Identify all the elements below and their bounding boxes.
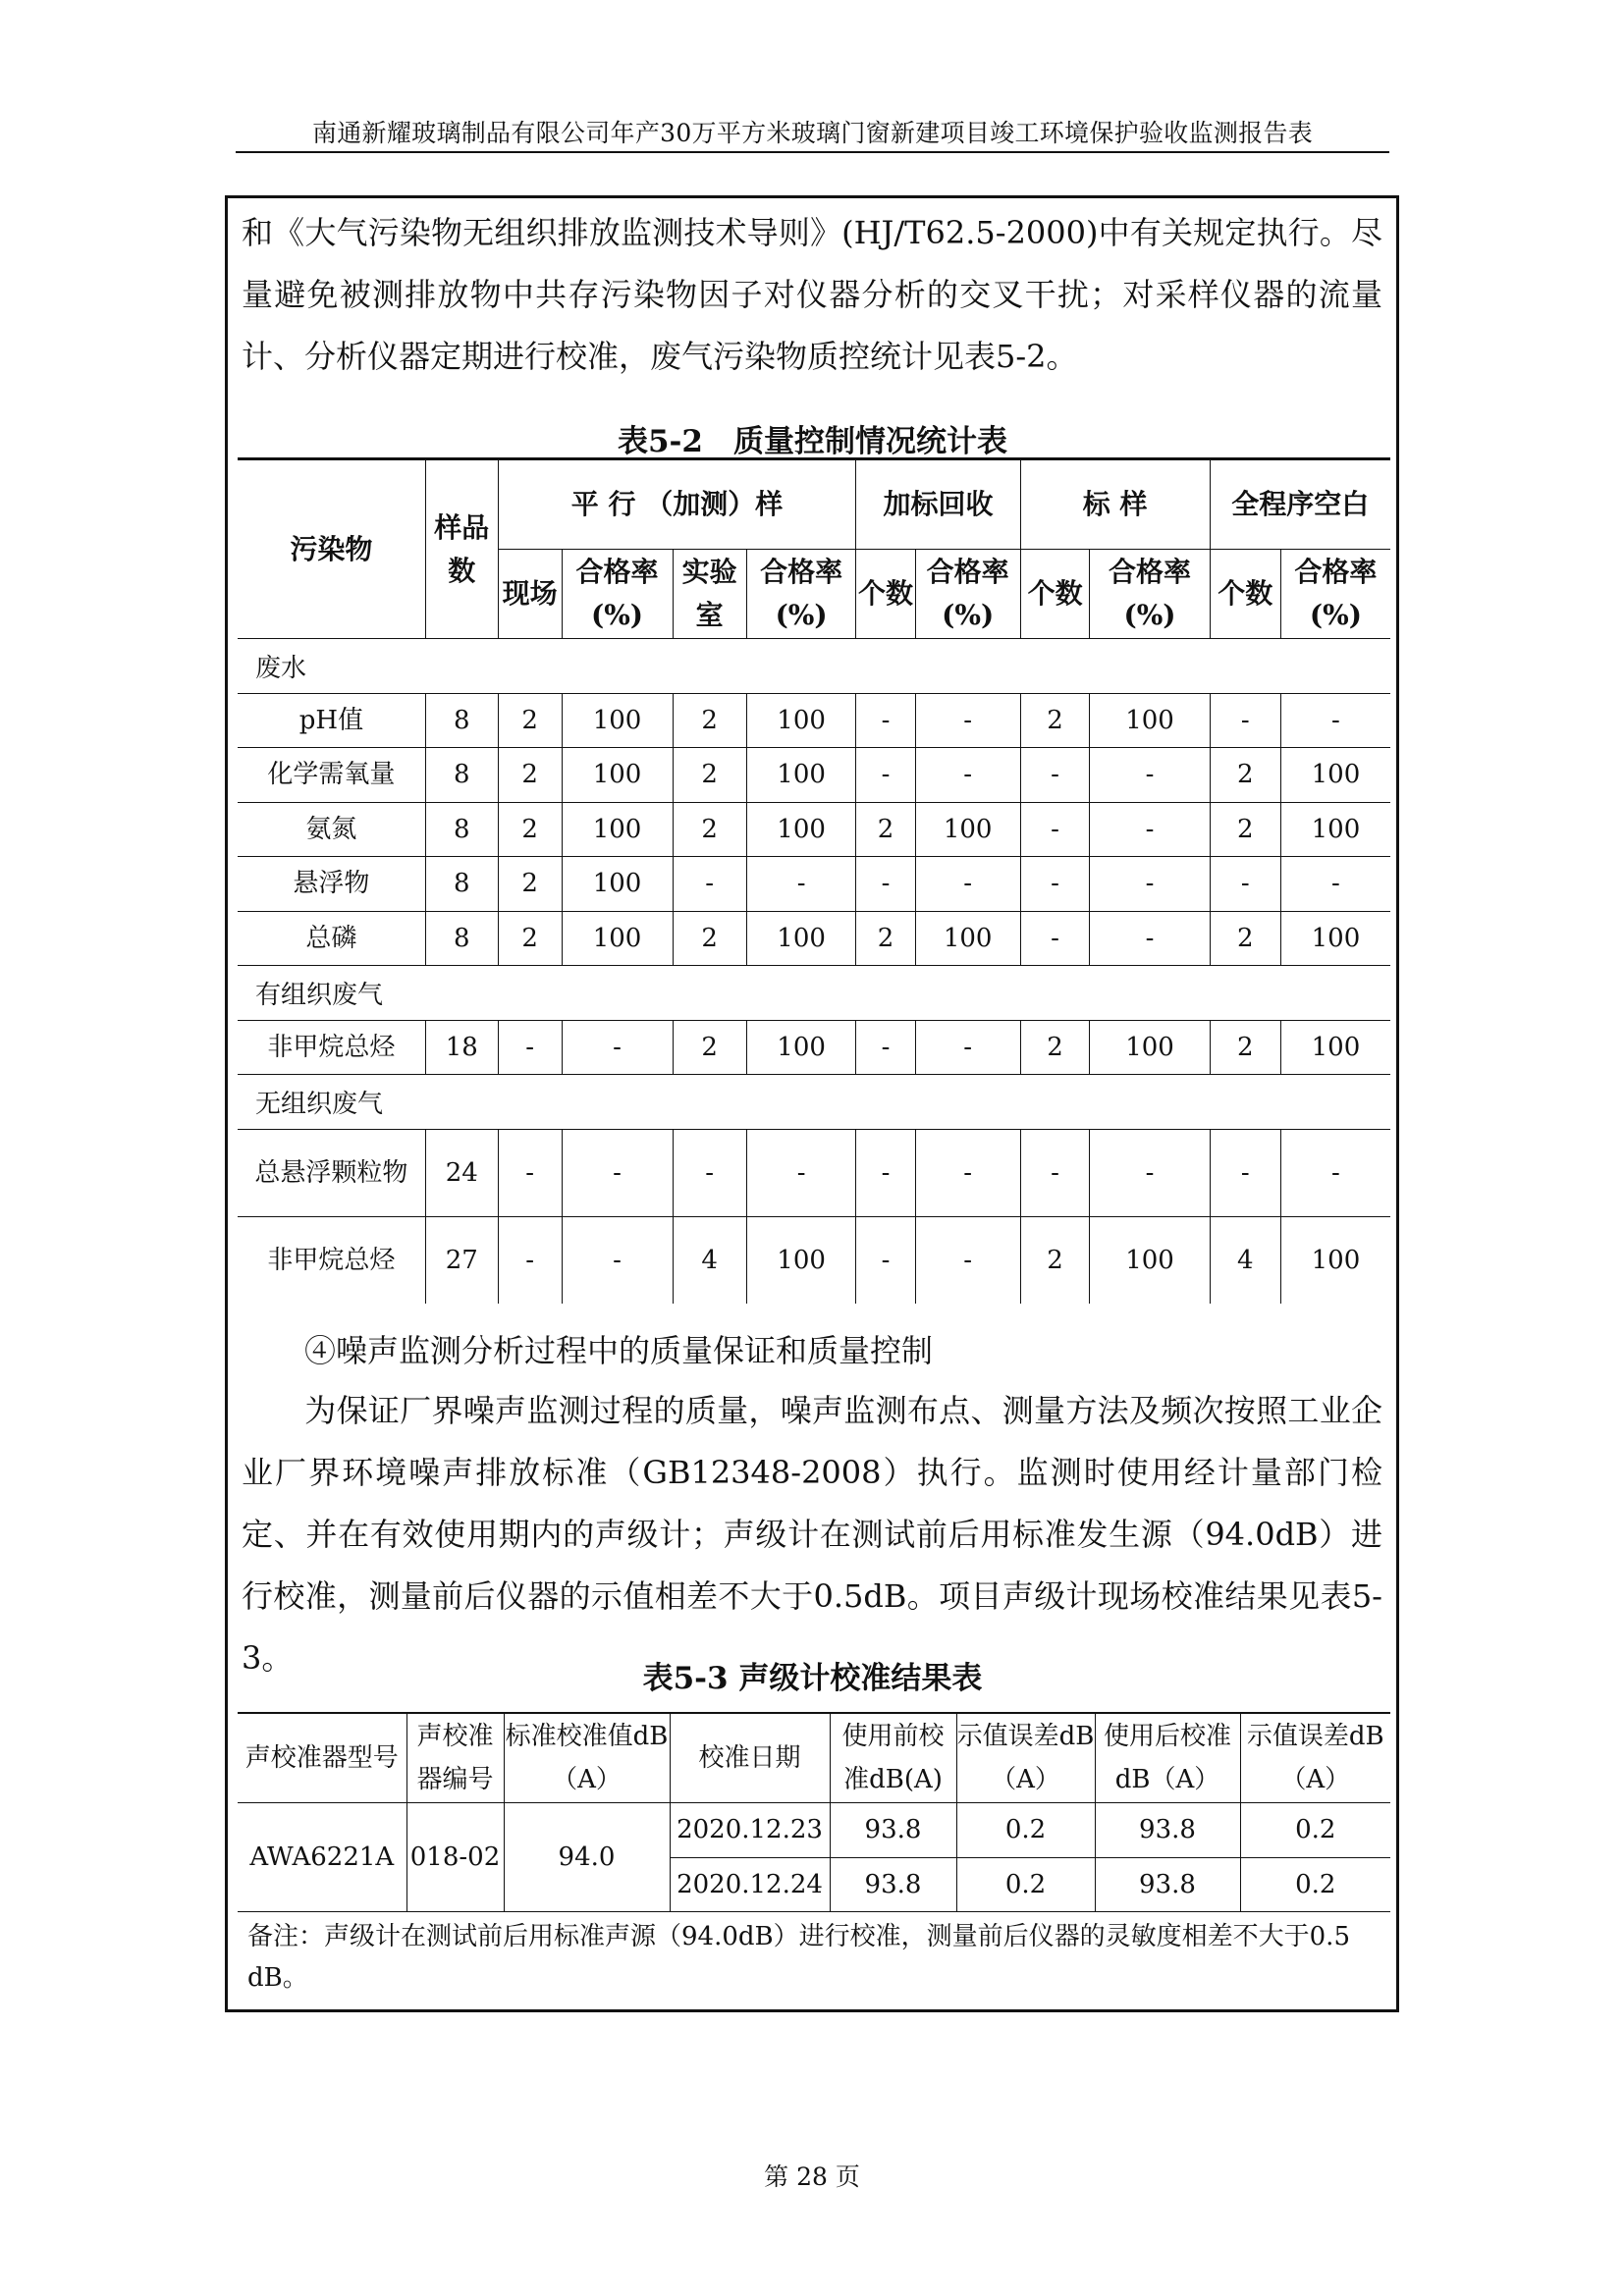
table-cell: 100 [915,802,1020,857]
table-cell: - [1090,1129,1210,1216]
calibration-date: 2020.12.24 [670,1857,830,1912]
table-cell: 2 [498,911,562,966]
table-cell: 8 [425,693,498,748]
table-cell: 2 [673,911,746,966]
table-cell: 4 [1210,1216,1280,1304]
header-calibration-date: 校准日期 [670,1713,830,1803]
calibrator-serial: 018-02 [406,1803,504,1912]
pollutant-name: 非甲烷总烃 [238,1020,425,1075]
table-cell: - [1280,857,1390,912]
table-cell: - [1090,802,1210,857]
table-cell: - [856,748,915,803]
pollutant-name: 非甲烷总烃 [238,1216,425,1304]
table-cell: - [1210,1129,1280,1216]
table-cell: 100 [1280,1020,1390,1075]
pollutant-name: pH值 [238,693,425,748]
table-cell: - [498,1216,562,1304]
header-error-after: 示值误差dB（A） [1240,1713,1390,1803]
error-before-value: 0.2 [956,1803,1095,1858]
table-cell: 100 [746,1216,856,1304]
calibrator-model: AWA6221A [238,1803,406,1912]
table-cell: 100 [1280,911,1390,966]
header-before-calibration: 使用前校准dB(A) [830,1713,956,1803]
table-cell: - [1020,857,1090,912]
table-cell: 100 [915,911,1020,966]
table-5-2-caption: 表5-2 质量控制情况统计表 [617,424,1007,459]
header-blank: 全程序空白 [1210,459,1390,550]
header-spike: 加标回收 [856,459,1020,550]
table-cell: 2 [498,802,562,857]
table-cell: 100 [1280,748,1390,803]
table-cell: 2 [498,693,562,748]
header-standard: 标 样 [1020,459,1210,550]
section-title: 有组织废气 [238,966,1390,1021]
table-cell: 2 [673,693,746,748]
table-cell: 2 [1210,1020,1280,1075]
table-cell: - [915,693,1020,748]
header-after-calibration: 使用后校准dB（A） [1095,1713,1240,1803]
table-cell: 2 [1210,748,1280,803]
section-row [238,1075,1390,1130]
before-value: 93.8 [830,1803,956,1858]
header-error-before: 示值误差dB（A） [956,1713,1095,1803]
table-cell: 2 [673,748,746,803]
table-row [238,911,1390,966]
quality-control-table [238,457,1390,1304]
table-cell: 2 [673,1020,746,1075]
table-row [238,1216,1390,1304]
table-row [238,1129,1390,1216]
noise-paragraph-text: 为保证厂界噪声监测过程的质量，噪声监测布点、测量方法及频次按照工业企业厂界环境噪声排放标准（GB12348-2008）执行。监测时使用经计量部门检定、并在有效使用期内的声级计；声级计在测试前后用标准发生源（94.0dB）进行校准，测量前后仪器的示值相差不大于0.5dB。项目声级计现场校准结果见表5-3。 [242,1392,1382,1677]
header-field: 现场 [498,550,562,639]
table-cell: - [856,1020,915,1075]
table-row [238,693,1390,748]
table-cell: 100 [1280,802,1390,857]
table-cell: - [1090,911,1210,966]
table-cell: 2 [673,802,746,857]
table-cell: - [1210,693,1280,748]
header-rate: 合格率(%) [915,550,1020,639]
table-cell: 2 [1210,911,1280,966]
pollutant-name: 总磷 [238,911,425,966]
section-row [238,966,1390,1021]
table-cell: 100 [746,802,856,857]
table-cell: - [915,1020,1020,1075]
table-cell: - [562,1129,673,1216]
after-value: 93.8 [1095,1803,1240,1858]
report-header: 南通新耀玻璃制品有限公司年产30万平方米玻璃门窗新建项目竣工环境保护验收监测报告表 [311,119,1314,147]
header-rate: 合格率(%) [1280,550,1390,639]
table-cell: - [746,1129,856,1216]
table-cell: - [856,1216,915,1304]
table-cell: - [673,1129,746,1216]
table-cell: 18 [425,1020,498,1075]
table-cell: 2 [856,802,915,857]
table-cell: - [1020,802,1090,857]
error-before-value: 0.2 [956,1857,1095,1912]
table-cell: 4 [673,1216,746,1304]
table-row [238,1020,1390,1075]
table-cell: 100 [562,748,673,803]
pollutant-name: 氨氮 [238,802,425,857]
table-cell: 2 [498,857,562,912]
table-cell: 100 [562,857,673,912]
table-cell: 100 [1090,1020,1210,1075]
header-calibrator-serial: 声校准器编号 [406,1713,504,1803]
calibration-date: 2020.12.23 [670,1803,830,1858]
table-cell: 100 [746,693,856,748]
table-cell: - [746,857,856,912]
intro-paragraph: 和《大气污染物无组织排放监测技术导则》(HJ/T62.5-2000)中有关规定执行。尽量避免被测排放物中共存污染物因子对仪器分析的交叉干扰；对采样仪器的流量计、分析仪器定期进行校准，废气污染物质控统计见表5-2。 [242,214,1382,375]
table-cell: - [498,1129,562,1216]
error-after-value: 0.2 [1240,1803,1390,1858]
table-cell: 8 [425,748,498,803]
error-after-value: 0.2 [1240,1857,1390,1912]
table-cell: 8 [425,802,498,857]
table-cell: 2 [498,748,562,803]
table-cell: 2 [1210,802,1280,857]
table-cell: - [1090,857,1210,912]
table-cell: - [1020,911,1090,966]
before-value: 93.8 [830,1857,956,1912]
header-pollutant: 污染物 [238,459,425,639]
table-cell: - [498,1020,562,1075]
header-count: 个数 [856,550,915,639]
table-cell: - [562,1216,673,1304]
header-rule [236,151,1389,153]
table-cell: 100 [746,748,856,803]
table-cell: - [1090,748,1210,803]
header-lab: 实验室 [673,550,746,639]
table-cell: - [856,857,915,912]
table-cell: - [1280,693,1390,748]
table-cell: 100 [562,911,673,966]
table-cell: - [856,693,915,748]
table-cell: - [915,1129,1020,1216]
header-rate: 合格率(%) [562,550,673,639]
table-cell: - [1210,857,1280,912]
section-row [238,639,1390,694]
table-cell: - [915,748,1020,803]
table-cell: 100 [746,1020,856,1075]
table-cell: 100 [1280,1216,1390,1304]
table-cell: - [562,1020,673,1075]
standard-value: 94.0 [504,1803,670,1912]
table-row [238,802,1390,857]
table-cell: 100 [562,693,673,748]
table-cell: 8 [425,857,498,912]
table-cell: 2 [1020,693,1090,748]
header-count: 个数 [1210,550,1280,639]
pollutant-name: 悬浮物 [238,857,425,912]
table-cell: 2 [1020,1020,1090,1075]
table-5-3-caption: 表5-3 声级计校准结果表 [642,1661,983,1696]
table-cell: - [856,1129,915,1216]
header-count: 个数 [1020,550,1090,639]
section-title: 废水 [238,639,1390,694]
header-sample-count: 样品数 [425,459,498,639]
table-cell: - [1280,1129,1390,1216]
header-rate: 合格率(%) [746,550,856,639]
table-cell: 100 [746,911,856,966]
header-rate: 合格率(%) [1090,550,1210,639]
pollutant-name: 化学需氧量 [238,748,425,803]
table-cell: 100 [1090,693,1210,748]
header-parallel: 平 行 （加测）样 [498,459,856,550]
table-cell: 8 [425,911,498,966]
table-cell: - [1020,748,1090,803]
header-standard-value: 标准校准值dB（A） [504,1713,670,1803]
table-cell: - [673,857,746,912]
table-cell: 2 [1020,1216,1090,1304]
table-cell: - [915,1216,1020,1304]
table-note: 备注：声级计在测试前后用标准声源（94.0dB）进行校准，测量前后仪器的灵敏度相差不大于0.5 dB。 [238,1912,1390,2005]
noise-qc-heading: ④噪声监测分析过程中的质量保证和质量控制 [304,1332,934,1369]
page-number: 第 28 页 [764,2163,860,2191]
table-row [238,748,1390,803]
table-cell: - [915,857,1020,912]
table-row [238,857,1390,912]
table-cell: 100 [1090,1216,1210,1304]
table-cell: 24 [425,1129,498,1216]
calibration-table [238,1712,1390,2004]
table-cell: 2 [856,911,915,966]
pollutant-name: 总悬浮颗粒物 [238,1129,425,1216]
table-cell: 27 [425,1216,498,1304]
after-value: 93.8 [1095,1857,1240,1912]
table-cell: - [1020,1129,1090,1216]
table-cell: 100 [562,802,673,857]
noise-paragraph [242,1380,1382,1689]
header-calibrator-model: 声校准器型号 [238,1713,406,1803]
section-title: 无组织废气 [238,1075,1390,1130]
